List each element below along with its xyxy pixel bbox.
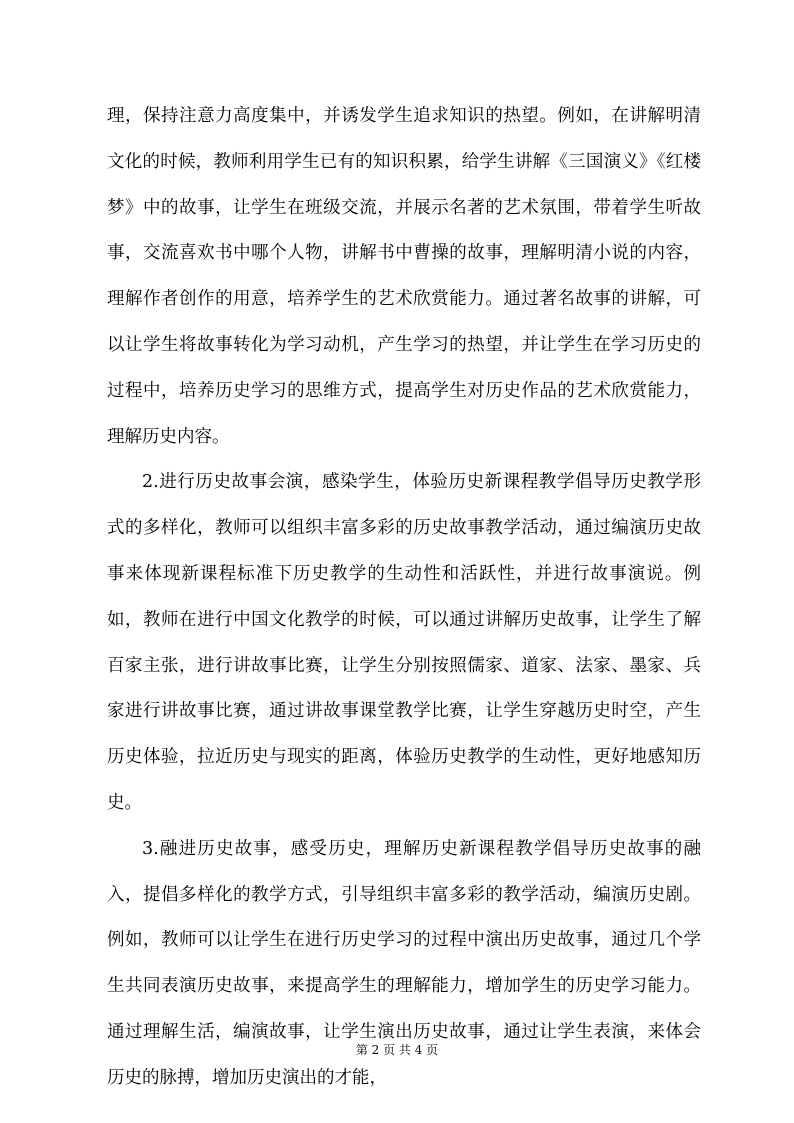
paragraph-3: 3.融进历史故事，感受历史，理解历史新课程教学倡导历史故事的融入，提倡多样化的教学方式，引导组织丰富多彩的教学活动，编演历史剧。例如，教师可以让学生在进行历史学习的过程中演出历史故事，通过几个学生共同表演历史故事，来提高学生的理解能力，增加学生的历史学习能力。通过理解生活，编演故事，让学生演出历史故事，通过让学生表演，来体会历史的脉搏，增加历史演出的才能，: [107, 838, 701, 1088]
paragraph-1: 理，保持注意力高度集中，并诱发学生追求知识的热望。例如，在讲解明清文化的时候，教师利用学生已有的知识积累，给学生讲解《三国演义》《红楼梦》中的故事，让学生在班级交流，并展示名著的艺术氛围，带着学生听故事，交流喜欢书中哪个人物，讲解书中曹操的故事，理解明清小说的内容，理解作者创作的用意，培养学生的艺术欣赏能力。通过著名故事的讲解，可以让学生将故事转化为学习动机，产生学习的热望，并让学生在学习历史的过程中，培养历史学习的思维方式，提高学生对历史作品的艺术欣赏能力，理解历史内容。: [107, 106, 701, 447]
paragraph-2: 2.进行历史故事会演，感染学生，体验历史新课程教学倡导历史教学形式的多样化，教师可以组织丰富多彩的历史故事教学活动，通过编演历史故事来体现新课程标准下历史教学的生动性和活跃性，并进行故事演说。例如，教师在进行中国文化教学的时候，可以通过讲解历史故事，让学生了解百家主张，进行讲故事比赛，让学生分别按照儒家、道家、法家、墨家、兵家进行讲故事比赛，通过讲故事课堂教学比赛，让学生穿越历史时空，产生历史体验，拉近历史与现实的距离，体验历史教学的生动性，更好地感知历史。: [107, 472, 701, 813]
document-body: [107, 94, 701, 1102]
page-number-footer: 第 2 页 共 4 页: [355, 1043, 439, 1057]
